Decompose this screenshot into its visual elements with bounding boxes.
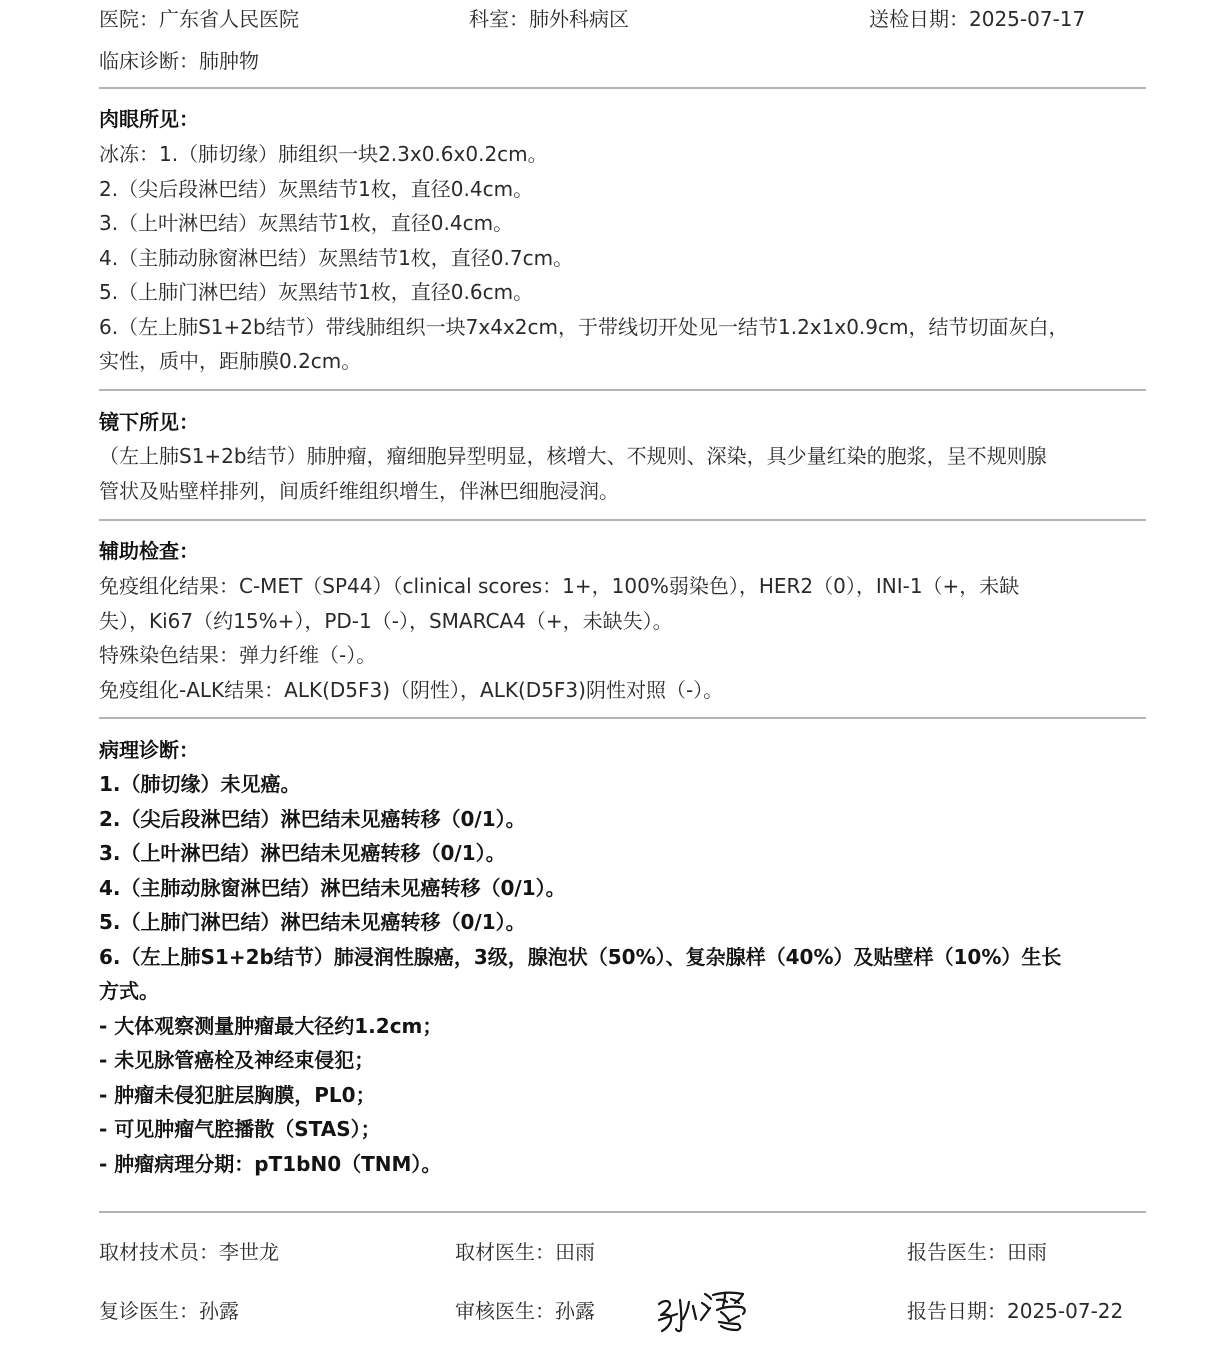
- divider: [99, 519, 1146, 521]
- hospital-value: 广东省人民医院: [159, 7, 299, 31]
- report-doctor-label: 报告医生：: [907, 1240, 1007, 1264]
- pathology-line: - 可见肿瘤气腔播散（STAS）；: [99, 1117, 381, 1141]
- pathology-text: [99, 767, 1146, 1181]
- review-doctor-field: [99, 1299, 239, 1323]
- clinical-diagnosis-label: 临床诊断：: [99, 49, 199, 73]
- pathology-line: 5.（上肺门淋巴结）淋巴结未见癌转移（0/1）。: [99, 910, 526, 934]
- gross-line: 实性，质中，距肺膜0.2cm。: [99, 349, 362, 373]
- report-doctor-value: 田雨: [1007, 1240, 1047, 1264]
- pathology-line: 3.（上叶淋巴结）淋巴结未见癌转移（0/1）。: [99, 841, 506, 865]
- divider: [99, 1211, 1146, 1213]
- report-date-label: 报告日期：: [907, 1299, 1007, 1323]
- sampling-doctor-label: 取材医生：: [455, 1240, 555, 1264]
- review-doctor-value: 孙露: [199, 1299, 239, 1323]
- sampling-doctor-field: [455, 1240, 595, 1264]
- report-date-field: [907, 1299, 1123, 1323]
- gross-line: 2.（尖后段淋巴结）灰黑结节1枚，直径0.4cm。: [99, 176, 534, 201]
- dept-label: 科室：: [469, 7, 529, 31]
- audit-doctor-field: [455, 1299, 595, 1323]
- clinical-diagnosis-value: 肺肿物: [199, 49, 259, 73]
- review-doctor-label: 复诊医生：: [99, 1299, 199, 1323]
- handwritten-signature: [655, 1286, 750, 1336]
- pathology-line: - 未见脉管癌栓及神经束侵犯；: [99, 1048, 375, 1072]
- pathology-line: 2.（尖后段淋巴结）淋巴结未见癌转移（0/1）。: [99, 806, 526, 831]
- aux-text: [99, 569, 1146, 707]
- pathology-line: 6.（左上肺S1+2b结节）肺浸润性腺癌，3级，腺泡状（50%）、复杂腺样（40%）及贴壁样（10%）生长: [99, 944, 1062, 969]
- submit-date-field: [869, 7, 1085, 31]
- audit-doctor-label: 审核医生：: [455, 1299, 555, 1323]
- pathology-line: 方式。: [99, 979, 159, 1003]
- aux-title: 辅助检查：: [99, 539, 199, 563]
- report-date-value: 2025-07-22: [1007, 1299, 1124, 1323]
- pathology-line: - 肿瘤未侵犯脏层胸膜，PL0；: [99, 1082, 376, 1107]
- gross-line: 3.（上叶淋巴结）灰黑结节1枚，直径0.4cm。: [99, 211, 514, 235]
- pathology-title: 病理诊断：: [99, 738, 199, 762]
- divider: [99, 389, 1146, 391]
- aux-line: 免疫组化结果：C-MET（SP44）（clinical scores：1+，100%弱染色），HER2（0），INI-1（+，未缺: [99, 574, 1020, 598]
- divider: [99, 717, 1146, 719]
- dept-field: [469, 7, 629, 31]
- gross-line: 4.（主肺动脉窗淋巴结）灰黑结节1枚，直径0.7cm。: [99, 245, 574, 270]
- divider: [99, 87, 1146, 89]
- pathology-line: - 肿瘤病理分期：pT1bN0（TNM）。: [99, 1151, 442, 1176]
- audit-doctor-value: 孙露: [555, 1299, 595, 1323]
- report-doctor-field: [907, 1240, 1047, 1264]
- pathology-line: 1.（肺切缘）未见癌。: [99, 772, 301, 796]
- dept-value: 肺外科病区: [529, 7, 629, 31]
- gross-line: 6.（左上肺S1+2b结节）带线肺组织一块7x4x2cm，于带线切开处见一结节1.2x1x0.9cm，结节切面灰白，: [99, 314, 1069, 339]
- sampling-doctor-value: 田雨: [555, 1240, 595, 1264]
- pathology-line: - 大体观察测量肿瘤最大径约1.2cm；: [99, 1013, 443, 1038]
- submit-date-label: 送检日期：: [869, 7, 969, 31]
- gross-line: 冰冻：1.（肺切缘）肺组织一块2.3x0.6x0.2cm。: [99, 142, 548, 166]
- tech-value: 李世龙: [219, 1240, 279, 1264]
- submit-date-value: 2025-07-17: [969, 7, 1086, 31]
- aux-line: 特殊染色结果：弹力纤维（-）。: [99, 643, 377, 667]
- micro-line: （左上肺S1+2b结节）肺肿瘤，瘤细胞异型明显，核增大、不规则、深染，具少量红染的胞浆，呈不规则腺: [99, 444, 1047, 468]
- aux-line: 失），Ki67（约15%+），PD-1（-），SMARCA4（+，未缺失）。: [99, 608, 673, 633]
- aux-line: 免疫组化-ALK结果：ALK(D5F3)（阴性），ALK(D5F3)阴性对照（-）。: [99, 677, 724, 702]
- hospital-field: [99, 7, 299, 31]
- clinical-diagnosis-field: [99, 49, 259, 73]
- pathology-line: 4.（主肺动脉窗淋巴结）淋巴结未见癌转移（0/1）。: [99, 875, 566, 900]
- gross-text: [99, 137, 1146, 379]
- micro-text: [99, 439, 1146, 508]
- tech-label: 取材技术员：: [99, 1240, 219, 1264]
- micro-title: 镜下所见：: [99, 410, 199, 434]
- gross-title: 肉眼所见：: [99, 107, 199, 131]
- tech-field: [99, 1240, 279, 1264]
- hospital-label: 医院：: [99, 7, 159, 31]
- gross-line: 5.（上肺门淋巴结）灰黑结节1枚，直径0.6cm。: [99, 280, 534, 304]
- micro-line: 管状及贴壁样排列，间质纤维组织增生，伴淋巴细胞浸润。: [99, 478, 619, 503]
